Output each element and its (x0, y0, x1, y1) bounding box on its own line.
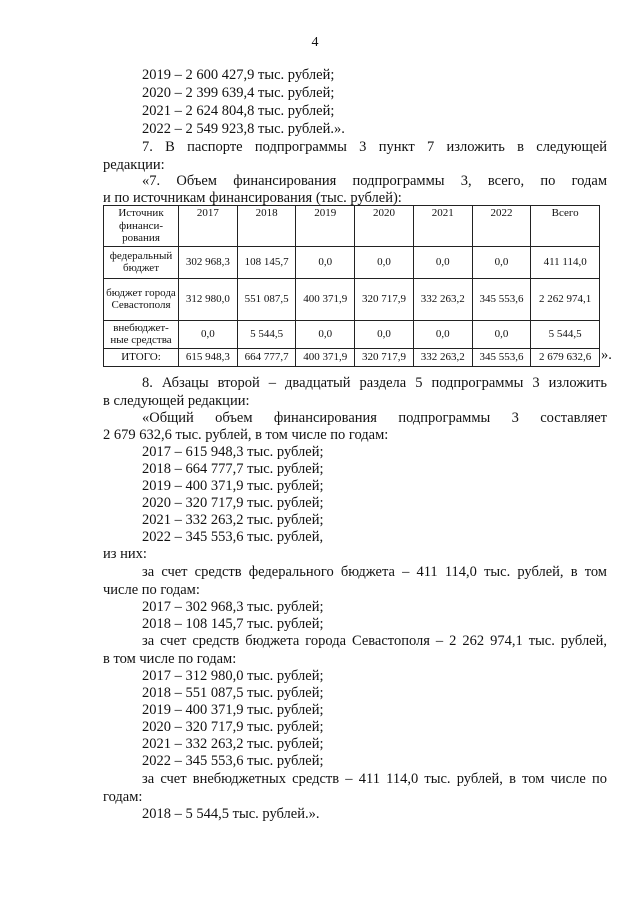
table-cell: 0,0 (179, 320, 238, 348)
table-cell: 0,0 (296, 320, 355, 348)
table-header-cell: Всего (531, 206, 600, 247)
table-cell: 0,0 (413, 246, 472, 278)
federal-budget-cont: числе по годам: (103, 582, 200, 598)
table-row (104, 246, 600, 278)
table-row (104, 278, 600, 320)
table-total-row (104, 348, 600, 366)
table-cell: 345 553,6 (472, 278, 531, 320)
year-line: 2020 – 320 717,9 тыс. рублей; (142, 719, 324, 735)
federal-budget-paragraph: за счет средств федерального бюджета – 411 114,0 тыс. рублей, в том (142, 564, 607, 580)
page-number: 4 (311, 35, 319, 50)
year-line: 2017 – 312 980,0 тыс. рублей; (142, 668, 324, 684)
table-cell: 2 679 632,6 (531, 348, 600, 366)
year-line: 2019 – 400 371,9 тыс. рублей; (142, 478, 324, 494)
city-budget-cont: в том числе по годам: (103, 651, 237, 667)
table-cell: 332 263,2 (413, 348, 472, 366)
table-header-cell: 2020 (355, 206, 414, 247)
total-paragraph-cont: 2 679 632,6 тыс. рублей, в том числе по годам: (103, 427, 389, 443)
item-7-text: «7. Объем финансирования подпрограммы 3, всего, по годам (142, 173, 607, 189)
table-header-cell: 2018 (237, 206, 296, 247)
table-cell: ИТОГО: (104, 348, 179, 366)
table-cell: 320 717,9 (355, 278, 414, 320)
funding-line-2019: 2019 – 2 600 427,9 тыс. рублей; (142, 67, 335, 83)
table-header-cell: 2017 (179, 206, 238, 247)
table-row (104, 320, 600, 348)
year-line: 2018 – 551 087,5 тыс. рублей; (142, 685, 324, 701)
funding-line-2022: 2022 – 2 549 923,8 тыс. рублей.». (142, 121, 345, 137)
table-closing-quote: ». (601, 347, 612, 363)
table-cell: 0,0 (355, 320, 414, 348)
table-cell: 0,0 (355, 246, 414, 278)
year-line: 2019 – 400 371,9 тыс. рублей; (142, 702, 324, 718)
item-8-heading: 8. Абзацы второй – двадцатый раздела 5 подпрограммы 3 изложить (142, 375, 607, 391)
table-cell: 411 114,0 (531, 246, 600, 278)
table-cell: 0,0 (472, 320, 531, 348)
table-cell: 400 371,9 (296, 348, 355, 366)
item-8-heading-cont: в следующей редакции: (103, 393, 250, 409)
table-cell: 2 262 974,1 (531, 278, 600, 320)
table-cell: федеральный бюджет (104, 246, 179, 278)
table-cell: 312 980,0 (179, 278, 238, 320)
year-line: 2022 – 345 553,6 тыс. рублей; (142, 753, 324, 769)
year-line: 2017 – 302 968,3 тыс. рублей; (142, 599, 324, 615)
year-line: 2017 – 615 948,3 тыс. рублей; (142, 444, 324, 460)
table-cell: 0,0 (472, 246, 531, 278)
table-cell: 400 371,9 (296, 278, 355, 320)
table-cell: 332 263,2 (413, 278, 472, 320)
extra-budget-paragraph: за счет внебюджетных средств – 411 114,0 тыс. рублей, в том числе по (142, 771, 607, 787)
funding-line-2020: 2020 – 2 399 639,4 тыс. рублей; (142, 85, 335, 101)
year-line: 2021 – 332 263,2 тыс. рублей; (142, 512, 324, 528)
financing-table (103, 205, 600, 367)
funding-line-2021: 2021 – 2 624 804,8 тыс. рублей; (142, 103, 335, 119)
table-cell: 664 777,7 (237, 348, 296, 366)
year-line: 2021 – 332 263,2 тыс. рублей; (142, 736, 324, 752)
extra-budget-cont: годам: (103, 789, 143, 805)
year-line: 2022 – 345 553,6 тыс. рублей, (142, 529, 324, 545)
of-which-line: из них: (103, 546, 147, 562)
table-cell: 615 948,3 (179, 348, 238, 366)
table-cell: 320 717,9 (355, 348, 414, 366)
table-cell: 5 544,5 (237, 320, 296, 348)
item-7-heading: 7. В паспорте подпрограммы 3 пункт 7 изложить в следующей (142, 139, 607, 155)
table-cell: 0,0 (413, 320, 472, 348)
table-cell: 5 544,5 (531, 320, 600, 348)
year-line: 2018 – 108 145,7 тыс. рублей; (142, 616, 324, 632)
year-line: 2018 – 5 544,5 тыс. рублей.». (142, 806, 320, 822)
table-cell: 551 087,5 (237, 278, 296, 320)
item-7-text-cont: и по источникам финансирования (тыс. рублей): (103, 190, 402, 206)
table-header-cell: 2022 (472, 206, 531, 247)
table-cell: 0,0 (296, 246, 355, 278)
year-line: 2020 – 320 717,9 тыс. рублей; (142, 495, 324, 511)
table-cell: 302 968,3 (179, 246, 238, 278)
year-line: 2018 – 664 777,7 тыс. рублей; (142, 461, 324, 477)
table-cell: 345 553,6 (472, 348, 531, 366)
total-paragraph: «Общий объем финансирования подпрограммы 3 составляет (142, 410, 607, 426)
table-header-cell: 2021 (413, 206, 472, 247)
item-7-heading-cont: редакции: (103, 157, 165, 173)
table-cell: 108 145,7 (237, 246, 296, 278)
city-budget-paragraph: за счет средств бюджета города Севастополя – 2 262 974,1 тыс. рублей, (142, 633, 607, 649)
table-cell: внебюджет-ные средства (104, 320, 179, 348)
table-cell: бюджет города Севастополя (104, 278, 179, 320)
table-header-cell: Источник финанси-рования (104, 206, 179, 247)
table-header-cell: 2019 (296, 206, 355, 247)
table-header-row (104, 206, 600, 247)
